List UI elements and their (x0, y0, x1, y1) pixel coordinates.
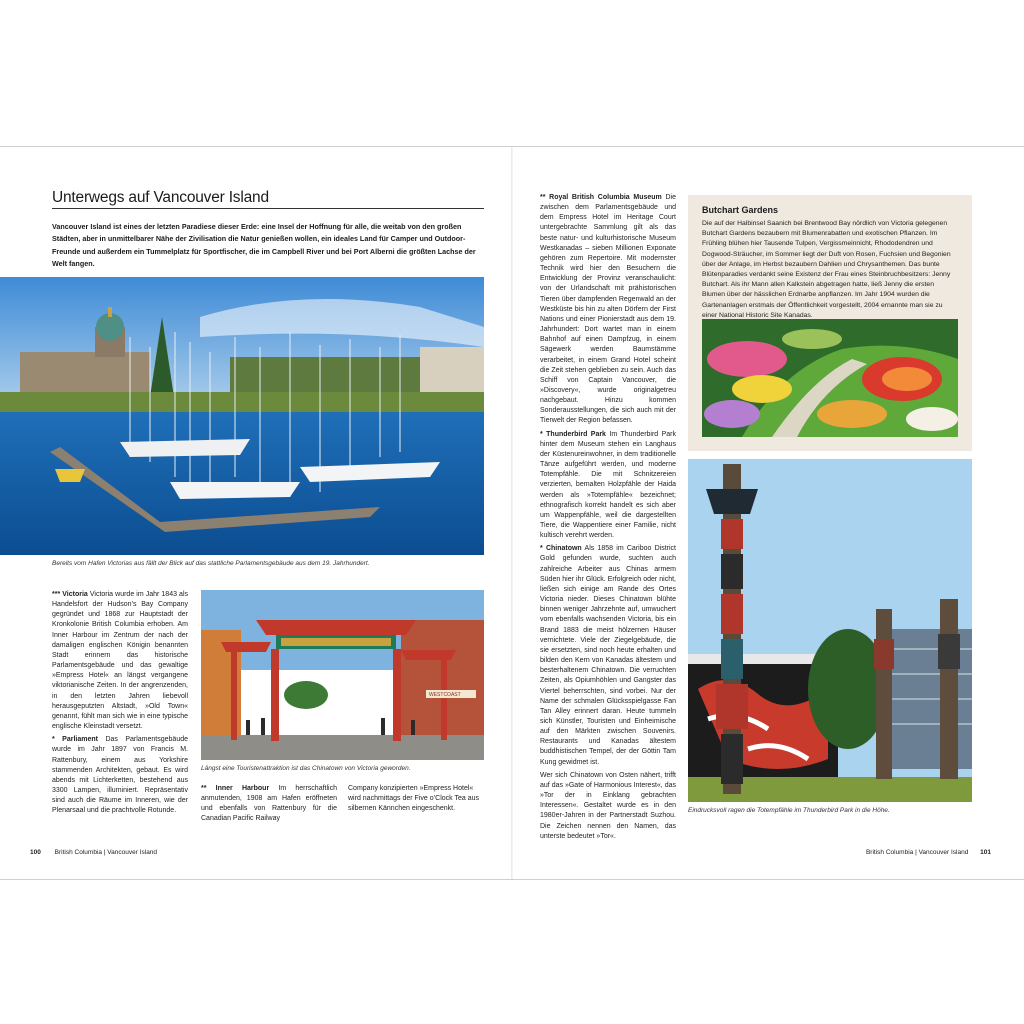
intro-paragraph: Vancouver Island ist eines der letzten Paradiese dieser Erde: eine Insel der Hoffnung für alle, die weitab von den großen Städten, aber in unmittelbarer Nähe der Zivilisation die Natur genießen wollen, ein ideales Land für Camper und Outdoor-Freunde und außerdem ein Tummelplatz für Sportfischer, die im Campbell River und bei Port Alberni die größten Lachse der Welt fangen. (52, 222, 476, 268)
title-rule (52, 208, 484, 209)
page-title: Unterwegs auf Vancouver Island (52, 189, 269, 206)
totem-caption: Eindrucksvoll ragen die Totempfähle im Thunderbird Park in die Höhe. (688, 807, 890, 814)
parliament-text: Das Parlamentsgebäude wurde im Jahr 1897 von Francis M. Rattenbury, einem aus Yorkshire stammenden Architekten, gebaut. Es wird abends mit Lichterketten, bestehend aus 3300 Lampen, illuminiert. Repräsentativ sind auch die Räume im Inneren, wie der Plenarsaal und die prachtvolle Rotunde. (52, 736, 188, 815)
thunderbird-paragraph (540, 430, 676, 542)
page-number-right: 101 (980, 849, 991, 856)
empress-paragraph: Company konzipierten »Empress Hotel« wird nachmittags der Five o’Clock Tea aus silbernen Kännchen eingeschenkt. (348, 785, 479, 813)
victoria-text: Victoria wurde im Jahr 1843 als Handelsfort der Hudson’s Bay Company gegründet und 1868 zur Hauptstadt der Kronkolonie British Columbia erhoben. Am Inner Harbour im Zentrum der nach der damaligen englischen Königin benannten Stadt erinnern das historische Parlamentsgebäude und das gewaltige »Empress Hotel« an längst vergangene viktorianische Zeiten. In der angrenzenden, in den letzten Jahren liebevoll herausgeputzten Altstadt, »Old Town« genannt, fühlt man sich wie in eine typische englische Kleinstadt versetzt. (52, 591, 188, 731)
harbour-caption: Bereits vom Hafen Victorias aus fällt der Blick auf das stattliche Parlamentsgebäude aus dem 19. Jahrhundert. (52, 560, 370, 567)
right-folio (866, 849, 991, 856)
empress-column (348, 784, 484, 817)
left-folio (30, 849, 157, 856)
folio-text-left: British Columbia | Vancouver Island (54, 849, 158, 856)
chinatown-heading: * Chinatown (540, 545, 582, 553)
folio-text-right: British Columbia | Vancouver Island (865, 849, 969, 856)
chinatown-paragraph (540, 544, 676, 767)
gate-text: Wer sich Chinatown von Osten nähert, trifft auf das »Gate of Harmonious Interest«, das »Tor der in Einklang gebrachten Interessen«. Gestaltet wurde es in den 1980er-Jahren in der Partnerstadt Suzhou. Die Zeichen nennen den Namen, das unterste bedeutet »Tor«. (540, 771, 676, 840)
inner-harbour-heading: ** Inner Harbour (201, 785, 270, 792)
chinatown-caption: Längst eine Touristenattraktion ist das Chinatown von Victoria geworden. (201, 765, 411, 772)
inner-harbour-paragraph (201, 784, 337, 825)
right-text-column (540, 193, 676, 845)
inner-harbour-text: Im herrschaftlich anmutenden, 1908 am Hafen eröffneten und ebenfalls von Rattenbury für die Canadian Pacific Railway (201, 785, 337, 823)
book-spread (0, 146, 1024, 880)
museum-paragraph (540, 193, 676, 427)
butchart-title: Butchart Gardens (702, 205, 779, 215)
gate-paragraph (540, 771, 676, 842)
museum-heading: ** Royal British Columbia Museum (540, 194, 662, 201)
totem-photo (688, 459, 972, 802)
harbour-photo (0, 277, 484, 555)
victoria-column (52, 590, 188, 819)
victoria-paragraph (52, 590, 188, 732)
chinatown-photo (201, 590, 484, 760)
parliament-heading: * Parliament (52, 736, 98, 744)
inner-harbour-column (201, 784, 337, 828)
butchart-photo (702, 319, 958, 437)
parliament-paragraph (52, 735, 188, 816)
victoria-heading: *** Victoria (52, 591, 88, 598)
chinatown-text: Als 1858 im Cariboo District Gold gefunden wurde, suchten auch zahlreiche Arbeiter aus Chinas armem Süden hier ihr Glück. Erfolgreich oder nicht, ließen sich einige am Rande des Ortes Victoria nieder. Dieses Chinatown blühte binnen weniger Jahrzehnte auf, umwuchert vom ebenfalls wachsenden Victoria, bis ein Brand 1883 die meist hölzernen Häuser vernichtete. Viele der Ziegelgebäude, die sie ersetzten, sind noch heute erhalten und bilden den Kern von Kanadas ältestem und besterhaltenem Chinatown. Die verruchten Zeiten, als Opiumhöhlen und Gangster das Viertel beherrschten, sind vorbei. Nur der Name der schmalen Glücksspielgasse Fan Tan Alley erinnert daran. Heute tummeln sich Künstler, Touristen und Einheimische auf den Märkten zwischen Souvenirs. Restaurants und Kanadas ältestem buddhistischen Tempel, der der Göttin Tam Kung gewidmet ist. (540, 545, 676, 766)
thunderbird-text: Im Thunderbird Park hinter dem Museum stehen ein Langhaus der Küstenureinwohner, in dem traditionelle Tänze aufgeführt werden, und moderne Totempfähle. Die mit Schnitzereien verzierten, bemalten Holzpfähle der Haida werden als »Totempfähle« bezeichnet; ethnografisch korrekt handelt es sich aber um Wappenpfähle, weil die dargestellten Tiere, die Wappentiere einer Familie, nicht kultisch verehrt werden. (540, 430, 677, 540)
shop-sign: WESTCOAST (429, 692, 461, 698)
butchart-text: Die auf der Halbinsel Saanich bei Brentwood Bay nördlich von Victoria gelegenen Butchart Gardens bezaubern mit Blumenrabatten und exotischen Pflanzen. Im Frühling blühen hier Tausende Tulpen, Vergissmeinnicht, Rhododendren und Dogwood-Sträucher, im Sommer liegt der Duft von Rosen, Fuchsien und Begonien über der Anlage, im Herbst bezaubern Dahlien und Chrysanthemen. Das bunte Blütenparadies verdankt seine Existenz der Frau eines Steinbruchbesitzers: Jenny Butchart. Als ihr Mann allen Kalkstein abgetragen hatte, ließ Jenny die ersten Blumen über der hässlichen Erdnarbe anpflanzen. Im Jahr 1904 wurden die Gartenanlagen erstmals der Öffentlichkeit vorgestellt, 2004 ernannte man sie zu einer National Historic Site Kanadas. (702, 220, 951, 319)
museum-text: Die zwischen dem Parlamentsgebäude und dem Empress Hotel im Heritage Court untergebrachte Sammlung gilt als das beste natur- und kulturhistorische Museum Westkanadas – sieben Millionen Exponate gehören zum Repertoire. Mit modernster Technik wird hier den Besuchern die Entwicklung der Provinz veranschaulicht: von der Urlandschaft mit prähistorischen Tieren über dampfenden Regenwald an der Westküste bis hin zu alten Dörfern der First Nations und einer Pionierstadt aus dem 19. Jahrhundert: Dort wartet man in einem Bahnhof auf einen Dampfzug, in einem Sägewerk werden Baumstämme verarbeitet, in einem Grand Hotel scheint die Zeit stehen geblieben zu sein. Auch das Schiff von Captain Vancouver, die »Discovery«, wurde originalgetreu nachgebaut. Hinzu kommen Sonderausstellungen, die sich auch mit der Tierwelt der Region befassen. (540, 194, 676, 425)
thunderbird-heading: * Thunderbird Park (540, 430, 606, 438)
gutter (511, 147, 513, 879)
butchart-box (688, 195, 972, 451)
page-number-left: 100 (30, 849, 41, 856)
